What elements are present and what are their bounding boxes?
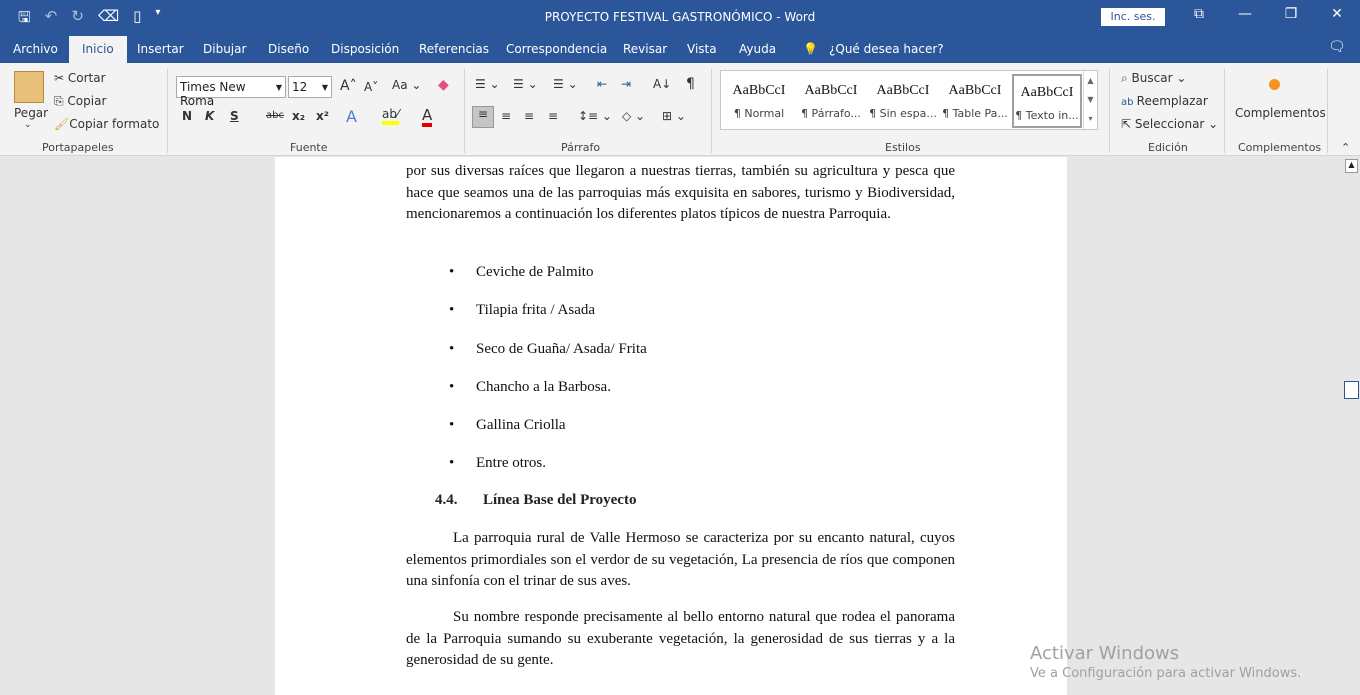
change-case-button[interactable]: Aa ⌄ <box>392 78 422 92</box>
justify-icon[interactable]: ≡ <box>548 109 559 123</box>
maximize-icon[interactable]: ❐ <box>1284 6 1298 22</box>
list-item: • Tilapia frita / Asada <box>476 302 595 319</box>
copy-icon: ⎘ <box>54 94 68 108</box>
paste-icon[interactable] <box>14 71 44 103</box>
font-size-select[interactable]: 12 ▼ <box>288 76 332 98</box>
activation-watermark <box>1030 643 1301 681</box>
tab-disposicion[interactable]: Disposición <box>331 42 400 56</box>
tab-inicio[interactable]: Inicio <box>69 36 127 63</box>
section-number: 4.4. <box>435 492 458 508</box>
replace-label: Reemplazar <box>1136 94 1208 108</box>
find-label: Buscar <box>1131 71 1173 85</box>
select-label: Seleccionar <box>1134 117 1205 131</box>
window-title: PROYECTO FESTIVAL GASTRONÓMICO - Word <box>544 10 816 24</box>
ribbon-display-icon[interactable]: ⧉ <box>1194 6 1204 22</box>
undo-icon[interactable]: ↶ <box>44 7 58 25</box>
tab-insertar[interactable]: Insertar <box>137 42 184 56</box>
font-color-icon[interactable]: A <box>422 107 432 127</box>
superscript-icon[interactable]: x² <box>316 109 329 123</box>
decrease-indent-icon[interactable]: ⇤ <box>597 77 608 91</box>
styles-gallery <box>720 70 1098 130</box>
tab-vista[interactable]: Vista <box>687 42 717 56</box>
select-button[interactable]: ⇱ Seleccionar ⌄ <box>1121 117 1219 131</box>
tell-me-input[interactable]: ¿Qué desea hacer? <box>829 42 944 56</box>
group-label-editing: Edición <box>1148 141 1188 154</box>
document-page[interactable] <box>275 157 1067 695</box>
paragraph: por sus diversas raíces que llegaron a nuestras tierras, también su agricultura y pesca que hace que seamos una de las parroquias más exquisita en sabores, turismo y Biodiversidad, mencionaremos a continuación los diferentes platos típicos de nuestra Parroquia. <box>406 163 955 222</box>
style-table-paragraph[interactable]: AaBbCcI ¶ Table Pa... <box>942 83 1008 120</box>
tab-correspondencia[interactable]: Correspondencia <box>506 42 608 56</box>
style-normal[interactable]: AaBbCcI ¶ Normal <box>732 83 786 120</box>
subscript-icon[interactable]: x₂ <box>292 109 305 123</box>
replace-button[interactable] <box>1121 94 1208 108</box>
group-label-addins: Complementos <box>1238 141 1322 154</box>
underline-button[interactable]: S <box>230 109 239 123</box>
copy-button[interactable] <box>54 94 106 109</box>
multilevel-list-icon[interactable]: ☰ ⌄ <box>553 77 578 91</box>
list-item: • Seco de Guaña/ Asada/ Frita <box>476 341 647 358</box>
watermark-title: Activar Windows <box>1030 643 1180 664</box>
increase-indent-icon[interactable]: ⇥ <box>621 77 632 91</box>
cursor-icon: ⇱ <box>1121 117 1135 131</box>
list-item: • Ceviche de Palmito <box>476 264 593 281</box>
addins-button[interactable]: Complementos <box>1235 106 1326 120</box>
redo-icon[interactable]: ↻ <box>71 7 84 25</box>
font-name-select[interactable]: Times New Roma ▼ <box>176 76 286 98</box>
shrink-font-icon[interactable]: A˅ <box>364 80 379 94</box>
align-left-icon[interactable]: ≡ <box>472 106 494 128</box>
styles-scroll[interactable]: ▲ ▼ ▾ <box>1083 71 1097 129</box>
section-heading: Línea Base del Proyecto <box>483 492 637 508</box>
paragraph: La parroquia rural de Valle Hermoso se caracteriza por su encanto natural, cuyos elementos primordiales son el verdor de su vegetación, La presencia de ríos que componen una sinfonía con el trinar de sus aves. <box>406 530 955 589</box>
grow-font-icon[interactable]: A˄ <box>340 78 357 94</box>
copy-label: Copiar <box>67 94 107 108</box>
style-sin-espaciado[interactable]: AaBbCcI ¶ Sin espa... <box>869 83 937 120</box>
addins-icon <box>1269 79 1280 90</box>
font-size-value: 12 <box>292 80 308 94</box>
sign-in-button[interactable]: Inc. ses. <box>1101 8 1165 26</box>
cut-label: Cortar <box>67 71 106 85</box>
ribbon-tabs <box>0 34 1360 63</box>
scroll-up-icon[interactable]: ▲ <box>1345 159 1358 173</box>
text-effects-icon[interactable]: A <box>346 107 357 126</box>
format-painter-label: Copiar formato <box>69 117 160 131</box>
group-label-clipboard: Portapapeles <box>42 141 114 154</box>
brush-icon: 🖌 <box>54 117 70 131</box>
scissors-icon: ✂ <box>54 71 68 85</box>
tab-diseno[interactable]: Diseño <box>268 42 310 56</box>
ribbon <box>0 63 1360 156</box>
style-texto-independiente[interactable]: AaBbCcI ¶ Texto in... <box>1012 74 1082 128</box>
italic-button[interactable]: K <box>205 109 215 123</box>
bold-button[interactable]: N <box>182 109 193 123</box>
font-name-value: Times New Roma <box>180 80 246 108</box>
borders-icon[interactable]: ⊞ ⌄ <box>662 109 686 123</box>
new-doc-icon[interactable]: ▯ <box>133 7 142 25</box>
align-right-icon[interactable]: ≡ <box>524 109 535 123</box>
tab-archivo[interactable]: Archivo <box>13 42 58 56</box>
collapse-ribbon-icon[interactable]: ⌃ <box>1341 141 1351 154</box>
tab-dibujar[interactable]: Dibujar <box>203 42 247 56</box>
shading-icon[interactable]: ◇ ⌄ <box>622 109 646 123</box>
tab-ayuda[interactable]: Ayuda <box>739 42 777 56</box>
line-spacing-icon[interactable]: ↕≡ ⌄ <box>578 109 612 123</box>
strikethrough-button[interactable]: abc <box>266 110 284 121</box>
search-icon: ⌕ <box>1121 71 1132 85</box>
clear-formatting-icon[interactable]: ◆ <box>438 77 449 93</box>
group-label-styles: Estilos <box>885 141 921 154</box>
customize-icon[interactable]: ▾ <box>155 7 161 18</box>
chevron-down-icon[interactable]: ⌄ <box>24 120 32 130</box>
numbering-icon[interactable]: ☰ ⌄ <box>513 77 538 91</box>
list-item: • Entre otros. <box>476 455 546 472</box>
find-button[interactable]: ⌕ Buscar ⌄ <box>1121 71 1187 85</box>
paste-button[interactable]: Pegar <box>14 106 49 120</box>
change-case-label: Aa <box>392 78 408 92</box>
list-item: • Gallina Criolla <box>476 417 566 434</box>
align-center-icon[interactable]: ≡ <box>501 109 512 123</box>
vertical-scrollbar[interactable] <box>1343 157 1360 695</box>
lightbulb-icon: 💡 <box>803 42 818 56</box>
close-icon[interactable]: ✕ <box>1331 6 1343 22</box>
eraser-icon[interactable]: ⌫ <box>97 7 120 25</box>
scrollbar-thumb[interactable] <box>1344 381 1359 399</box>
bullets-icon[interactable]: ☰ ⌄ <box>475 77 500 91</box>
list-item: • Chancho a la Barbosa. <box>476 379 611 396</box>
cut-button[interactable] <box>54 71 106 85</box>
comments-icon[interactable]: 🗨 <box>1328 39 1346 55</box>
minimize-icon[interactable]: — <box>1238 6 1252 22</box>
paragraph: Su nombre responde precisamente al bello entorno natural que rodea el panorama de la Parroquia sumando su exuberante vegetación, la generosidad de sus tierras y a la generosidad de su gente. <box>406 609 955 668</box>
title-bar <box>0 0 1360 34</box>
pilcrow-icon[interactable]: ¶ <box>686 76 695 92</box>
sort-icon[interactable]: A↓ <box>653 77 672 91</box>
tab-revisar[interactable]: Revisar <box>623 42 668 56</box>
replace-icon: ab <box>1121 97 1137 108</box>
group-label-paragraph: Párrafo <box>561 141 601 154</box>
tab-referencias[interactable]: Referencias <box>419 42 489 56</box>
highlight-icon[interactable]: ab⁄ <box>382 107 399 125</box>
group-label-font: Fuente <box>290 141 328 154</box>
format-painter-button[interactable] <box>54 117 159 131</box>
style-parrafo[interactable]: AaBbCcI ¶ Párrafo... <box>801 83 861 120</box>
watermark-subtitle: Ve a Configuración para activar Windows. <box>1030 666 1302 681</box>
save-icon[interactable]: 🖫 <box>18 8 31 26</box>
